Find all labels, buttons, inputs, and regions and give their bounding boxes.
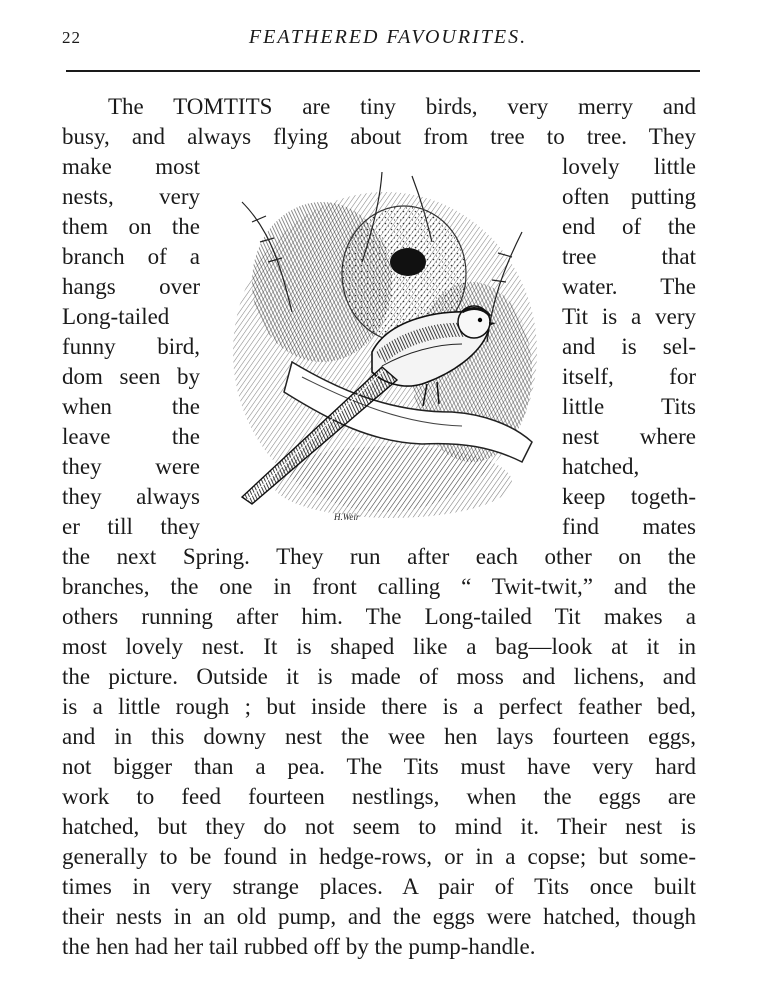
- artist-signature: H.Weir: [334, 512, 360, 522]
- running-title: FEATHERED FAVOURITES.: [248, 26, 528, 48]
- right-column-line: find mates: [562, 514, 696, 539]
- page-number: 22: [62, 28, 81, 47]
- text-line: and in this downy nest the wee hen lays fourteen eggs,: [62, 724, 696, 749]
- right-column-line: nest where: [562, 424, 696, 449]
- text-line: the next Spring. They run after each other on the: [62, 544, 696, 569]
- right-column-line: Tit is a very: [562, 304, 696, 329]
- text-line: others running after him. The Long-tailed Tit makes a: [62, 604, 696, 629]
- left-column-line: nests, very: [62, 184, 200, 209]
- right-column-line: little Tits: [562, 394, 696, 419]
- text-line: most lovely nest. It is shaped like a bag—look at it in: [62, 634, 696, 659]
- left-column-line: er till they: [62, 514, 200, 539]
- right-column-line: keep togeth-: [562, 484, 696, 509]
- text-line: not bigger than a pea. The Tits must have very hard: [62, 754, 696, 779]
- right-column-line: lovely little: [562, 154, 696, 179]
- right-column-line: and is sel-: [562, 334, 696, 359]
- text-line: The TOMTITS are tiny birds, very merry and: [108, 94, 696, 119]
- left-column-line: make most: [62, 154, 200, 179]
- right-column-line: end of the: [562, 214, 696, 239]
- left-column-line: when the: [62, 394, 200, 419]
- text-line: generally to be found in hedge-rows, or in a copse; but some-: [62, 844, 696, 869]
- right-column-line: hatched,: [562, 454, 640, 479]
- left-column-line: branch of a: [62, 244, 200, 269]
- text-line: is a little rough ; but inside there is a perfect feather bed,: [62, 694, 696, 719]
- left-column-line: them on the: [62, 214, 200, 239]
- right-column-line: tree that: [562, 244, 696, 269]
- nest-entrance: [390, 248, 426, 276]
- text-line: busy, and always flying about from tree to tree. They: [62, 124, 696, 149]
- right-column-line: often putting: [562, 184, 696, 209]
- text-line: the hen had her tail rubbed off by the pump-handle.: [62, 934, 536, 959]
- right-column-line: itself, for: [562, 364, 696, 389]
- bird-eye: [478, 318, 482, 322]
- long-tailed-tit-engraving: [222, 162, 548, 530]
- header-rule: [66, 70, 700, 72]
- left-column-line: they always: [62, 484, 200, 509]
- text-line: branches, the one in front calling “ Twit-twit,” and the: [62, 574, 696, 599]
- text-line: their nests in an old pump, and the eggs were hatched, though: [62, 904, 696, 929]
- left-column-line: they were: [62, 454, 200, 479]
- left-column-line: Long-tailed: [62, 304, 170, 329]
- bird-illustration: [222, 162, 548, 530]
- text-line: work to feed fourteen nestlings, when the eggs are: [62, 784, 696, 809]
- left-column-line: dom seen by: [62, 364, 200, 389]
- text-line: hatched, but they do not seem to mind it. Their nest is: [62, 814, 696, 839]
- right-column-line: water. The: [562, 274, 696, 299]
- text-line: times in very strange places. A pair of Tits once built: [62, 874, 696, 899]
- left-column-line: funny bird,: [62, 334, 200, 359]
- left-column-line: hangs over: [62, 274, 200, 299]
- text-line: the picture. Outside it is made of moss and lichens, and: [62, 664, 696, 689]
- left-column-line: leave the: [62, 424, 200, 449]
